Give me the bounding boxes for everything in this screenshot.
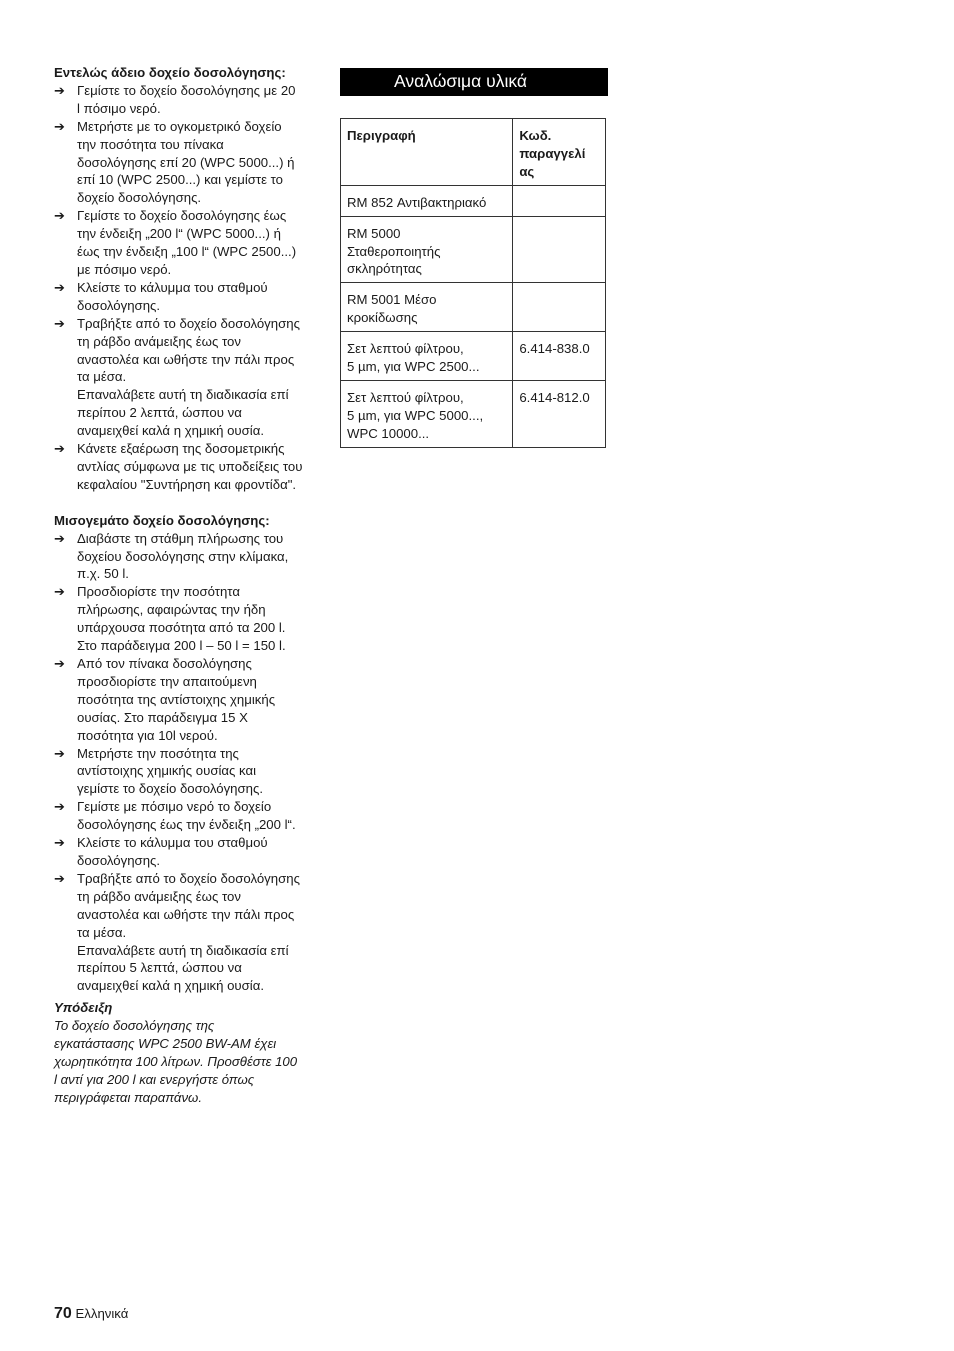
cell-text-line: RM 852 Αντιβακτηριακό bbox=[347, 194, 487, 210]
note-text-line: Το δοχείο δοσολόγησης της bbox=[54, 1018, 215, 1034]
step-text-line: τα μέσα. bbox=[77, 369, 127, 385]
step-text-line: Τραβήξτε από το δοχείο δοσολόγησης bbox=[77, 315, 300, 331]
header-text-line: Κωδ. bbox=[519, 128, 552, 143]
column-header-order-number bbox=[513, 119, 606, 186]
step-text-line: l πόσιμο νερό. bbox=[77, 100, 161, 116]
table-row bbox=[341, 185, 606, 216]
step-text-line: τη ράβδο ανάμειξης έως τον bbox=[77, 888, 241, 904]
step-text-line: δοσολόγησης. bbox=[77, 297, 161, 313]
list-item bbox=[54, 798, 320, 834]
step-text-line: αντίστοιχης χημικής ουσίας και bbox=[77, 763, 257, 779]
step-text-line: περίπου 2 λεπτά, ώσπου να bbox=[77, 405, 242, 421]
list-item bbox=[54, 870, 320, 995]
step-text-line: αντλίας σύμφωνα με τις υποδείξεις του bbox=[77, 458, 303, 474]
arrow-right-icon: ➔ bbox=[54, 118, 65, 134]
list-item bbox=[54, 583, 320, 655]
note-text bbox=[54, 1017, 320, 1107]
consumables-heading: Αναλώσιμα υλικά bbox=[340, 68, 608, 96]
step-text-line: δοσολόγησης. bbox=[77, 852, 161, 868]
consumables-table bbox=[340, 118, 606, 448]
table-header-row bbox=[341, 119, 606, 186]
step-text-line: δοσολόγησης έως την ένδειξη „200 l“. bbox=[77, 817, 296, 833]
arrow-right-icon: ➔ bbox=[54, 315, 65, 331]
step-text-line: Κλείστε το κάλυμμα του σταθμού bbox=[77, 279, 268, 295]
cell-text-line: κροκίδωσης bbox=[347, 310, 418, 326]
step-text-line: δοχείο δοσολόγησης. bbox=[77, 190, 202, 206]
table-row bbox=[341, 380, 606, 447]
cell-description bbox=[341, 380, 513, 447]
step-text-line: Κλείστε το κάλυμμα του σταθμού bbox=[77, 835, 268, 851]
consumables-column bbox=[340, 68, 608, 448]
list-item bbox=[54, 315, 320, 440]
table-row bbox=[341, 216, 606, 283]
cell-text-line: 5 µm, για WPC 2500... bbox=[347, 359, 480, 375]
arrow-right-icon: ➔ bbox=[54, 208, 65, 224]
cell-order-number bbox=[513, 380, 606, 447]
cell-text-line: σκληρότητας bbox=[347, 261, 422, 277]
step-text-line: αναμειχθεί καλά η χημική ουσία. bbox=[77, 978, 264, 994]
list-item bbox=[54, 118, 320, 208]
column-header-description bbox=[341, 119, 513, 186]
table-row bbox=[341, 332, 606, 381]
step-text-line: τη ράβδο ανάμειξης έως τον bbox=[77, 333, 241, 349]
page-footer bbox=[54, 1305, 128, 1323]
step-text-line: κεφαλαίου "Συντήρηση και φροντίδα". bbox=[77, 476, 297, 492]
step-text-line: προσδιορίστε την απαιτούμενη bbox=[77, 673, 257, 689]
cell-text-line: Σταθεροποιητής bbox=[347, 243, 441, 259]
header-text-line: Περιγραφή bbox=[347, 128, 416, 143]
step-text-line: περίπου 5 λεπτά, ώσπου να bbox=[77, 960, 242, 976]
cell-description bbox=[341, 216, 513, 283]
list-item bbox=[54, 530, 320, 584]
step-text-line: έως την ένδειξη „100 l“ (WPC 2500...) bbox=[77, 244, 297, 260]
list-item bbox=[54, 207, 320, 279]
arrow-right-icon: ➔ bbox=[54, 279, 65, 295]
section-heading-half-full-tank: Μισογεμάτο δοχείο δοσολόγησης: bbox=[54, 512, 270, 528]
step-text-line: Γεμίστε το δοχείο δοσολόγησης με 20 bbox=[77, 82, 296, 98]
step-text-line: Διαβάστε τη στάθμη πλήρωσης του bbox=[77, 530, 284, 546]
list-item bbox=[54, 279, 320, 315]
step-text-line: αναστολέα και ωθήστε την πάλι προς bbox=[77, 351, 295, 367]
steps-list-half-full-tank bbox=[54, 530, 320, 996]
list-item bbox=[54, 745, 320, 799]
cell-text-line: RM 5001 Μέσο bbox=[347, 292, 437, 308]
list-item bbox=[54, 834, 320, 870]
step-text-line: Τραβήξτε από το δοχείο δοσολόγησης bbox=[77, 870, 300, 886]
steps-list-empty-tank bbox=[54, 82, 320, 494]
cell-order-number bbox=[513, 283, 606, 332]
cell-description bbox=[341, 185, 513, 216]
step-text-line: Μετρήστε την ποσότητα της bbox=[77, 745, 239, 761]
cell-text-line: Σετ λεπτού φίλτρου, bbox=[347, 341, 464, 357]
cell-description bbox=[341, 283, 513, 332]
step-text-line: γεμίστε το δοχείο δοσολόγησης. bbox=[77, 781, 264, 797]
step-text-line: την ένδειξη „200 l“ (WPC 5000...) ή bbox=[77, 226, 281, 242]
step-text-line: Επαναλάβετε αυτή τη διαδικασία επί bbox=[77, 387, 289, 403]
step-text-line: δοσολόγησης επί 20 (WPC 5000...) ή bbox=[77, 154, 295, 170]
section-heading-empty-tank: Εντελώς άδειο δοχείο δοσολόγησης: bbox=[54, 65, 286, 80]
cell-text-line: 5 µm, για WPC 5000..., bbox=[347, 407, 484, 423]
table-row bbox=[341, 283, 606, 332]
step-text-line: Επαναλάβετε αυτή τη διαδικασία επί bbox=[77, 942, 289, 958]
cell-text-line: RM 5000 bbox=[347, 225, 401, 241]
arrow-right-icon: ➔ bbox=[54, 82, 65, 98]
cell-text-line: 6.414-812.0 bbox=[519, 389, 590, 405]
step-text-line: Γεμίστε με πόσιμο νερό το δοχείο bbox=[77, 799, 272, 815]
cell-text-line: Σετ λεπτού φίλτρου, bbox=[347, 389, 464, 405]
note-title: Υπόδειξη bbox=[54, 1000, 113, 1016]
cell-description bbox=[341, 332, 513, 381]
cell-text-line: WPC 10000... bbox=[347, 425, 430, 441]
step-text-line: ποσότητα για 10l νερού. bbox=[77, 727, 218, 743]
step-text-line: Γεμίστε το δοχείο δοσολόγησης έως bbox=[77, 208, 287, 224]
cell-order-number bbox=[513, 332, 606, 381]
arrow-right-icon: ➔ bbox=[54, 835, 65, 851]
step-text-line: Από τον πίνακα δοσολόγησης bbox=[77, 656, 252, 671]
step-text-line: δοχείου δοσολόγησης στην κλίμακα, bbox=[77, 548, 289, 564]
step-text-line: Μετρήστε με το ογκομετρικό δοχείο bbox=[77, 118, 282, 134]
arrow-right-icon: ➔ bbox=[54, 799, 65, 815]
step-text-line: Προσδιορίστε την ποσότητα bbox=[77, 584, 240, 600]
arrow-right-icon: ➔ bbox=[54, 441, 65, 457]
arrow-right-icon: ➔ bbox=[54, 584, 65, 600]
list-item bbox=[54, 82, 320, 118]
arrow-right-icon: ➔ bbox=[54, 745, 65, 761]
step-text-line: υπάρχουσα ποσότητα από τα 200 l. bbox=[77, 620, 286, 636]
step-text-line: ουσίας. Στο παράδειγμα 15 X bbox=[77, 709, 248, 725]
page-number: 70 bbox=[54, 1305, 72, 1322]
footer-language: Ελληνικά bbox=[75, 1306, 129, 1321]
step-text-line: επί 10 (WPC 2500...) και γεμίστε το bbox=[77, 172, 284, 188]
cell-text-line: 6.414-838.0 bbox=[519, 341, 590, 357]
arrow-right-icon: ➔ bbox=[54, 530, 65, 546]
arrow-right-icon: ➔ bbox=[54, 656, 65, 671]
list-item bbox=[54, 440, 320, 494]
step-text-line: πλήρωσης, αφαιρώντας την ήδη bbox=[77, 602, 266, 618]
note-text-line: περιγράφεται παραπάνω. bbox=[54, 1089, 202, 1105]
step-text-line: την ποσότητα του πίνακα bbox=[77, 136, 224, 152]
note-text-line: χωρητικότητα 100 λίτρων. Προσθέστε 100 bbox=[54, 1053, 298, 1069]
step-text-line: αναστολέα και ωθήστε την πάλι προς bbox=[77, 906, 295, 922]
note-text-line: εγκατάστασης WPC 2500 BW-AM έχει bbox=[54, 1036, 277, 1052]
step-text-line: αναμειχθεί καλά η χημική ουσία. bbox=[77, 423, 264, 439]
list-item bbox=[54, 655, 320, 745]
cell-order-number bbox=[513, 216, 606, 283]
step-text-line: π.χ. 50 l. bbox=[77, 566, 129, 582]
cell-order-number bbox=[513, 185, 606, 216]
step-text-line: με πόσιμο νερό. bbox=[77, 261, 172, 277]
step-text-line: τα μέσα. bbox=[77, 924, 127, 940]
step-text-line: Κάνετε εξαέρωση της δοσομετρικής bbox=[77, 441, 285, 457]
header-text-line: ας bbox=[519, 163, 535, 179]
header-text-line: παραγγελί bbox=[519, 145, 586, 161]
step-text-line: ποσότητα της αντίστοιχης χημικής bbox=[77, 691, 276, 707]
arrow-right-icon: ➔ bbox=[54, 870, 65, 886]
step-text-line: Στο παράδειγμα 200 l – 50 l = 150 l. bbox=[77, 638, 286, 654]
note-text-line: l αντί για 200 l και ενεργήστε όπως bbox=[54, 1071, 255, 1087]
instructions-column bbox=[54, 64, 320, 1107]
